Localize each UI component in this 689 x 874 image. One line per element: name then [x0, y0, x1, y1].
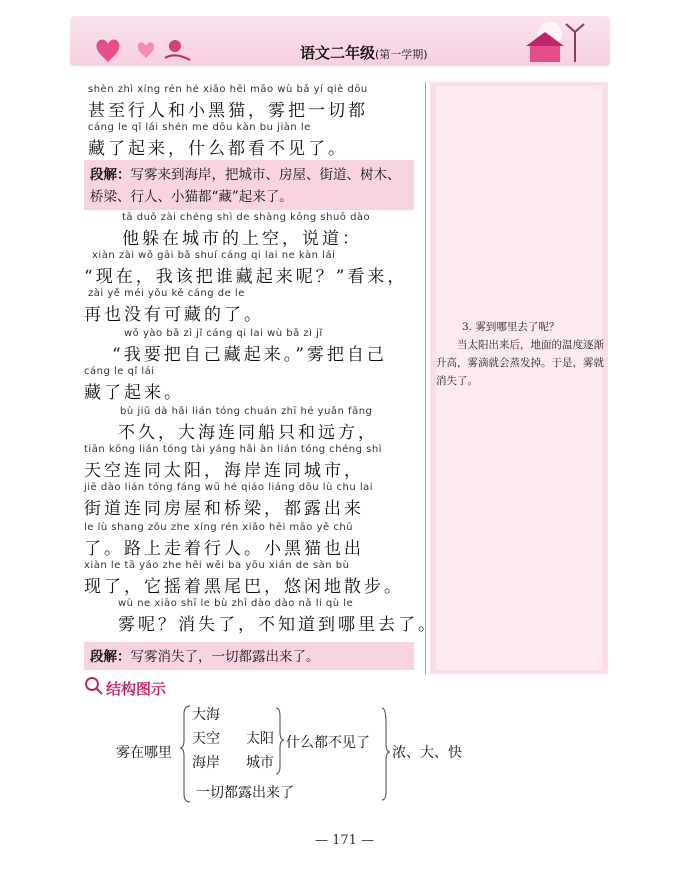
text-line: 街道连同房屋和桥梁，都露出来 [84, 499, 364, 519]
decorative-hearts-icon [80, 24, 200, 68]
pinyin-line: wǒ yào bǎ zì jǐ cáng qi lai wù bǎ zì jǐ [124, 328, 323, 339]
text-line: 现了，它摇着黑尾巴，悠闲地散步。 [84, 577, 404, 597]
text-line: 天空连同太阳，海岸连同城市， [84, 461, 364, 481]
diagram-item: 天空 [192, 731, 220, 747]
pinyin-line: xiàn zài wǒ gāi bǎ shuí cáng qi lai ne kàn lái [92, 250, 336, 261]
diagram-root: 雾在哪里 [116, 745, 172, 761]
diagram-right: 浓、大、快 [392, 745, 462, 761]
pinyin-line: wù ne xiāo shī le bù zhī dào dào nǎ li qù le [118, 598, 354, 609]
pinyin-line: xiàn le tā yáo zhe hēi wěi ba yōu xián de sàn bù [84, 560, 350, 571]
diagram-bottom: 一切都露出来了 [196, 785, 294, 801]
text-line: “现在，我该把谁藏起来呢？”看来， [84, 267, 408, 287]
diagram-item: 太阳 [246, 731, 274, 747]
diagram-item: 城市 [246, 755, 274, 771]
text-line: 他躲在城市的上空，说道： [122, 229, 362, 249]
pinyin-line: tiān kōng lián tóng tài yáng hǎi àn lián tóng chéng shì [84, 444, 382, 455]
pinyin-line: le lù shang zǒu zhe xíng rén xiǎo hēi māo yě chū [84, 522, 354, 533]
text-line: 雾呢？消失了，不知道到哪里去了。 [118, 615, 438, 635]
header-title: 语文二年级(第一学期) [300, 44, 428, 62]
page-header [70, 8, 610, 82]
diagram-middle: 什么都不见了 [286, 735, 370, 751]
side-notes [436, 318, 604, 390]
pinyin-line: tā duǒ zài chéng shì de shàng kōng shuō dào [122, 212, 371, 223]
text-line: 不久，大海连同船只和远方， [118, 423, 378, 443]
pinyin-line: jiē dào lián tóng fáng wū hé qiáo liáng dōu lù chu lai [84, 482, 374, 493]
decorative-house-icon [510, 18, 610, 68]
pinyin-line: cáng le qǐ lái shén me dōu kàn bu jiàn le [88, 122, 311, 133]
text-line: 藏了起来，什么都看不见了。 [88, 139, 348, 159]
side-question: 3. 雾到哪里去了呢？ [462, 321, 560, 333]
diagram-item: 海岸 [192, 755, 220, 771]
page-number: — 171 — [314, 833, 375, 848]
side-answer: 当太阳出来后，地面的温度逐渐升高，雾滴就会蒸发掉。于是，雾就消失了。 [436, 339, 604, 387]
pinyin-line: bù jiǔ dà hǎi lián tóng chuán zhī hé yuǎn fāng [120, 406, 373, 417]
magnifier-icon [84, 676, 104, 696]
text-line: 甚至行人和小黑猫，雾把一切都 [88, 101, 368, 121]
pinyin-line: cáng le qǐ lái [84, 366, 155, 377]
paragraph-analysis: 段解：写雾来到海岸，把城市、房屋、街道、树木、桥梁、行人、小猫都“藏”起来了。 [84, 160, 414, 210]
pinyin-line: shèn zhì xíng rén hé xiǎo hēi māo wù bǎ yí qiè dōu [88, 84, 368, 95]
column-divider [425, 82, 426, 674]
paragraph-analysis: 段解：写雾消失了，一切都露出来了。 [84, 642, 414, 670]
diagram-item: 大海 [192, 707, 220, 723]
text-line: 再也没有可藏的了。 [84, 305, 264, 325]
text-line: 了。路上走着行人。小黑猫也出 [84, 539, 364, 559]
pinyin-line: zài yě méi yǒu kě cáng de le [88, 288, 245, 299]
structure-title: 结构图示 [106, 680, 167, 698]
text-line: “我要把自己藏起来。”雾把自己 [112, 345, 387, 365]
text-line: 藏了起来。 [84, 383, 184, 403]
